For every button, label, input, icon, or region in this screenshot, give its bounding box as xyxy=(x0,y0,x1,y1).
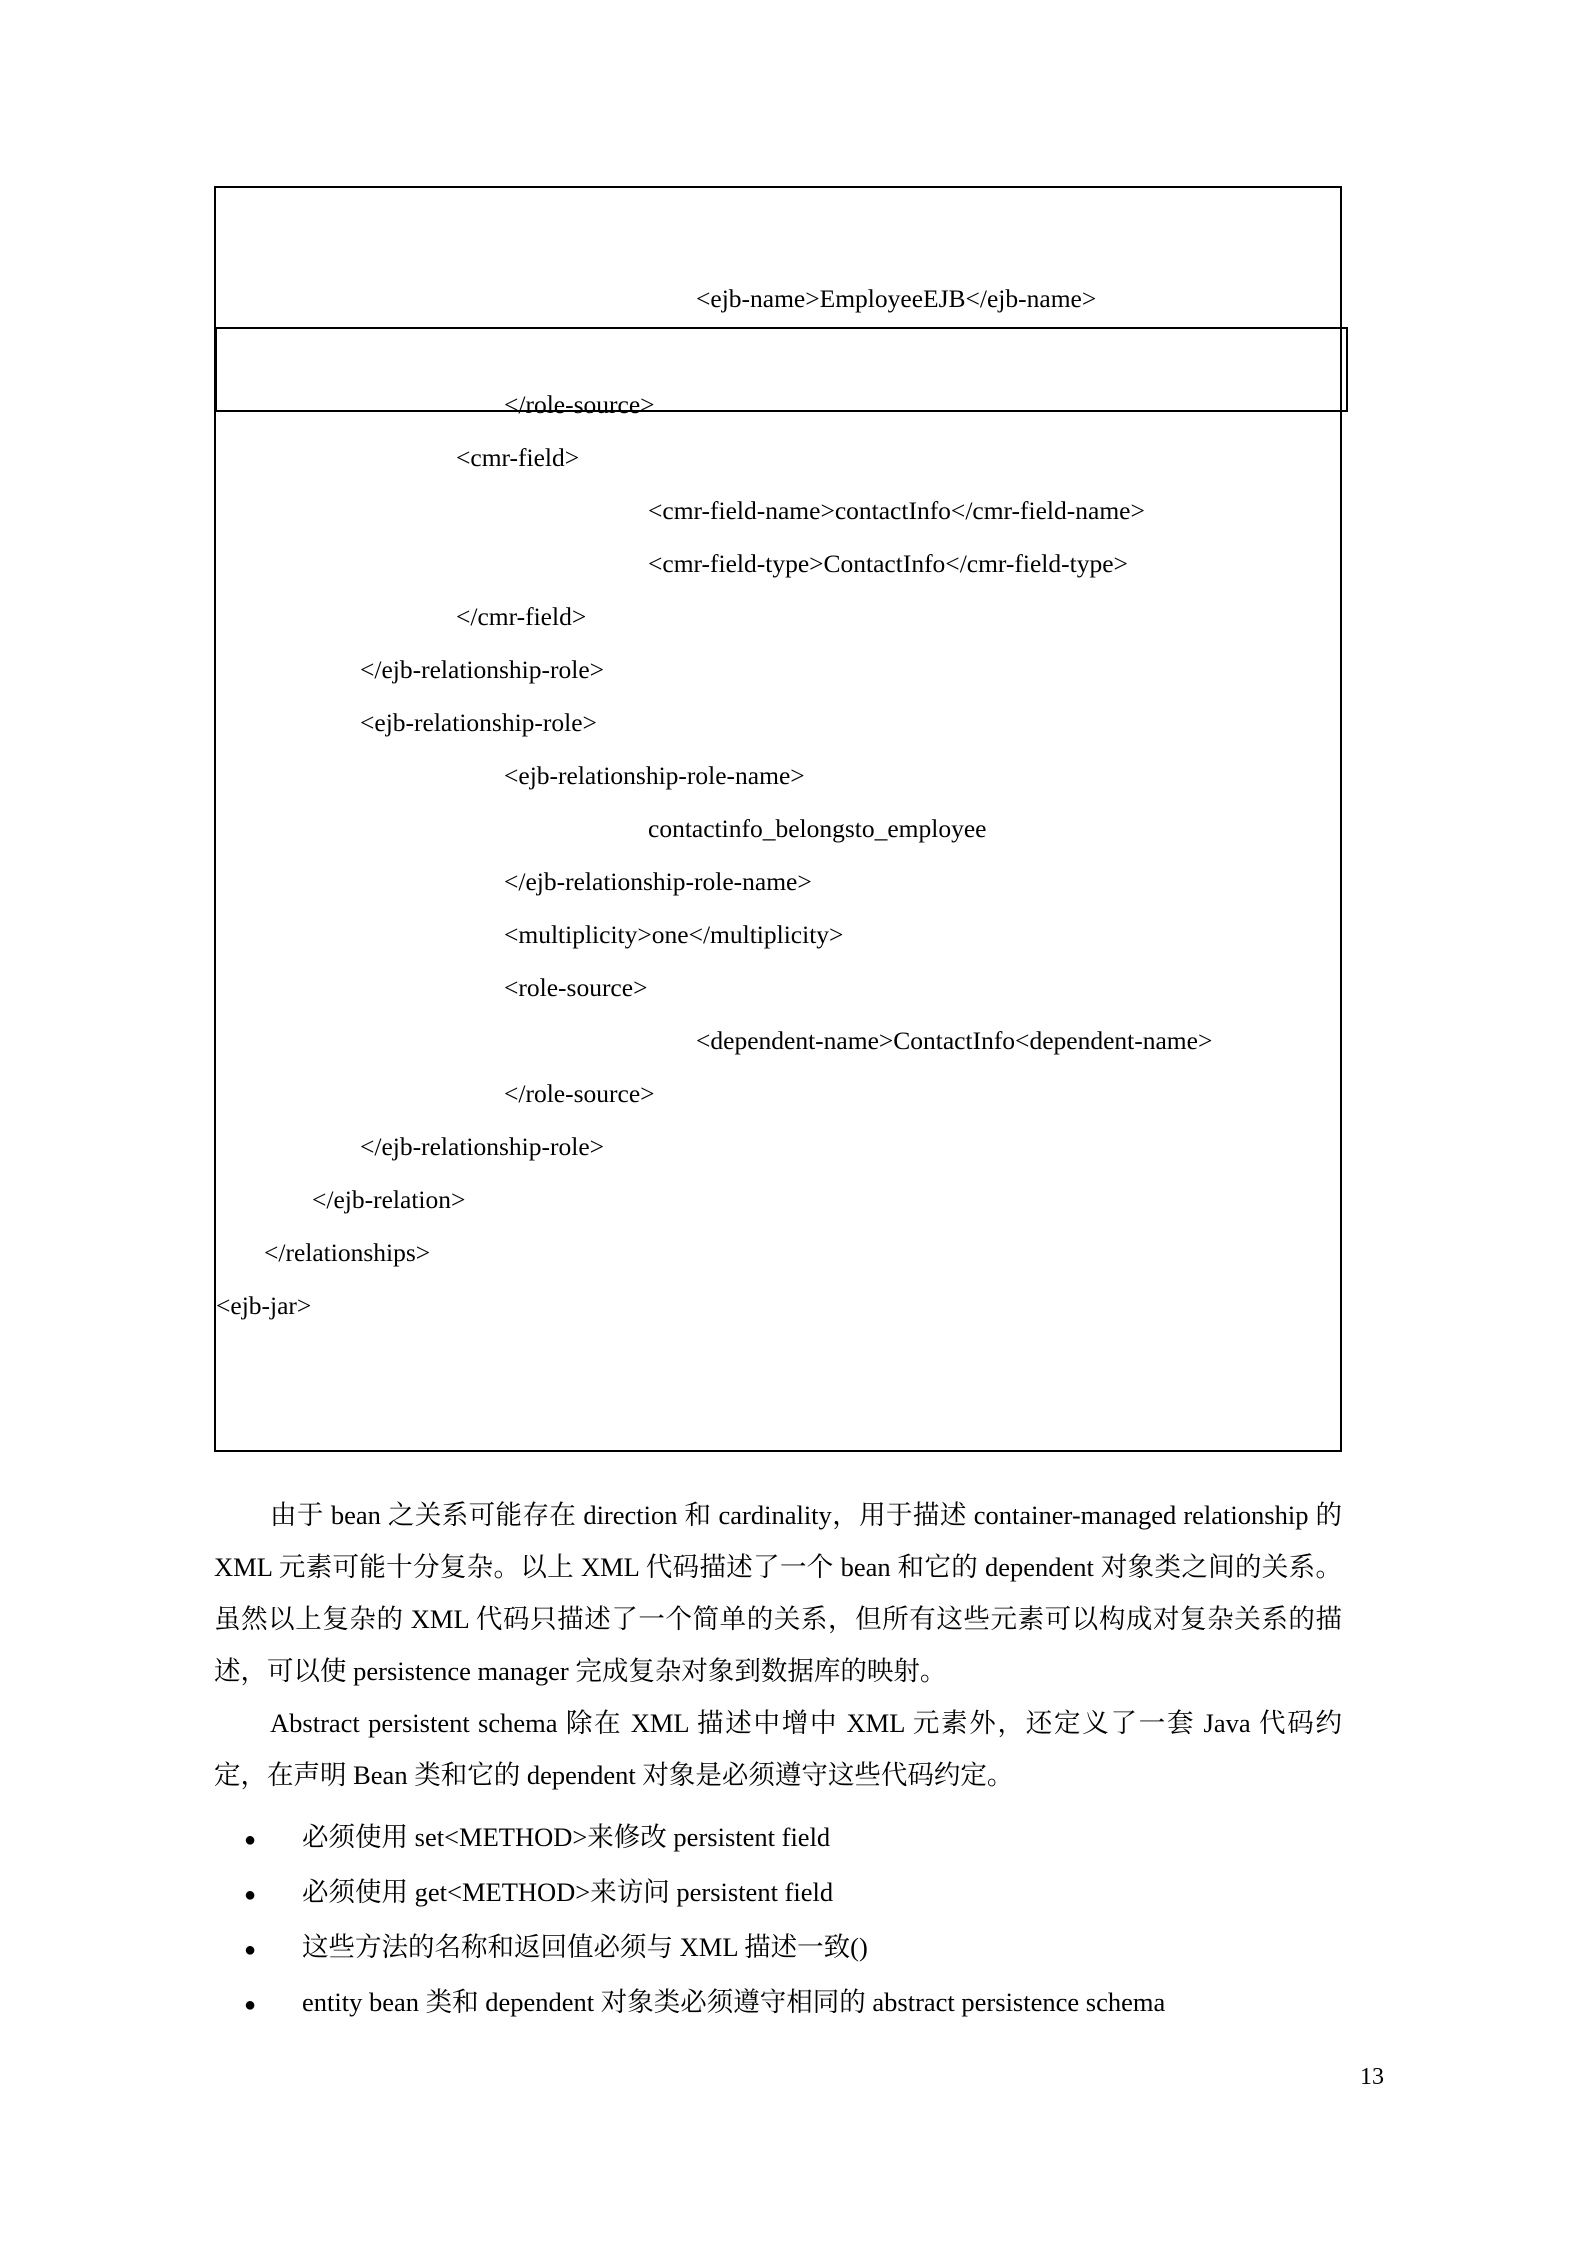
xml-code-line: <ejb-relationship-role-name> xyxy=(504,761,805,790)
xml-code-line: contactinfo_belongsto_employee xyxy=(648,814,987,843)
xml-code-line: </role-source> xyxy=(504,390,655,419)
bullet-item xyxy=(214,1976,1342,2031)
xml-code-block xyxy=(214,186,1342,1452)
bullet-marker-icon: ● xyxy=(244,1884,257,1906)
xml-code-lines xyxy=(216,188,1340,1332)
xml-code-line: <cmr-field-name>contactInfo</cmr-field-name> xyxy=(648,496,1145,525)
xml-code-line: <cmr-field-type>ContactInfo</cmr-field-type> xyxy=(648,549,1128,578)
xml-code-body xyxy=(216,378,1340,1332)
xml-code-line: </role-source> xyxy=(504,1079,655,1108)
page-number: 13 xyxy=(1360,2064,1384,2090)
xml-code-spacer xyxy=(216,325,1340,378)
xml-code-line: </ejb-relationship-role-name> xyxy=(504,867,812,896)
xml-code-line: <dependent-name>ContactInfo<dependent-name> xyxy=(696,1026,1213,1055)
bullet-item xyxy=(214,1866,1342,1921)
paragraph-2: Abstract persistent schema 除在 XML 描述中增中 XML 元素外，还定义了一套 Java 代码约定，在声明 Bean 类和它的 dependent 对象是必须遵守这些代码约定。 xyxy=(214,1708,1342,1790)
xml-code-line: </ejb-relation> xyxy=(312,1185,466,1214)
bullet-item xyxy=(214,1811,1342,1866)
xml-code-line: <ejb-relationship-role> xyxy=(360,708,597,737)
xml-code-line: <multiplicity>one</multiplicity> xyxy=(504,920,844,949)
bullet-item-label: 必须使用 set<METHOD>来修改 persistent field xyxy=(302,1822,831,1852)
xml-code-line: <ejb-jar> xyxy=(216,1291,312,1320)
xml-code-line: <role-source> xyxy=(504,973,648,1002)
bullet-item xyxy=(214,1921,1342,1976)
bullet-marker-icon: ● xyxy=(244,1994,257,2016)
xml-code-line: </ejb-relationship-role> xyxy=(360,655,605,684)
bullet-marker-icon: ● xyxy=(244,1829,257,1851)
bullet-marker-icon: ● xyxy=(244,1939,257,1961)
bullet-item-label: 这些方法的名称和返回值必须与 XML 描述一致() xyxy=(302,1932,868,1962)
xml-code-line: </relationships> xyxy=(264,1238,431,1267)
xml-code-line: </ejb-relationship-role> xyxy=(360,1132,605,1161)
bullet-item-label: 必须使用 get<METHOD>来访问 persistent field xyxy=(302,1877,834,1907)
xml-code-line: </cmr-field> xyxy=(456,602,587,631)
bullet-list xyxy=(214,1811,1342,2031)
xml-code-first-line: <ejb-name>EmployeeEJB</ejb-name> xyxy=(696,284,1097,313)
bullet-item-label: entity bean 类和 dependent 对象类必须遵守相同的 abstract persistence schema xyxy=(302,1987,1166,2017)
paragraph-1: 由于 bean 之关系可能存在 direction 和 cardinality，用于描述 container-managed relationship 的 XML 元素可能十分复杂。以上 XML 代码描述了一个 bean 和它的 dependent 对象类之间的关系。虽然以上复杂的 XML 代码只描述了一个简单的关系，但所有这些元素可以构成对复杂关系的描述，可以使 persistence manager 完成复杂对象到数据库的映射。 xyxy=(214,1500,1342,1686)
body-content xyxy=(214,1489,1342,2031)
xml-code-line: <cmr-field> xyxy=(456,443,580,472)
